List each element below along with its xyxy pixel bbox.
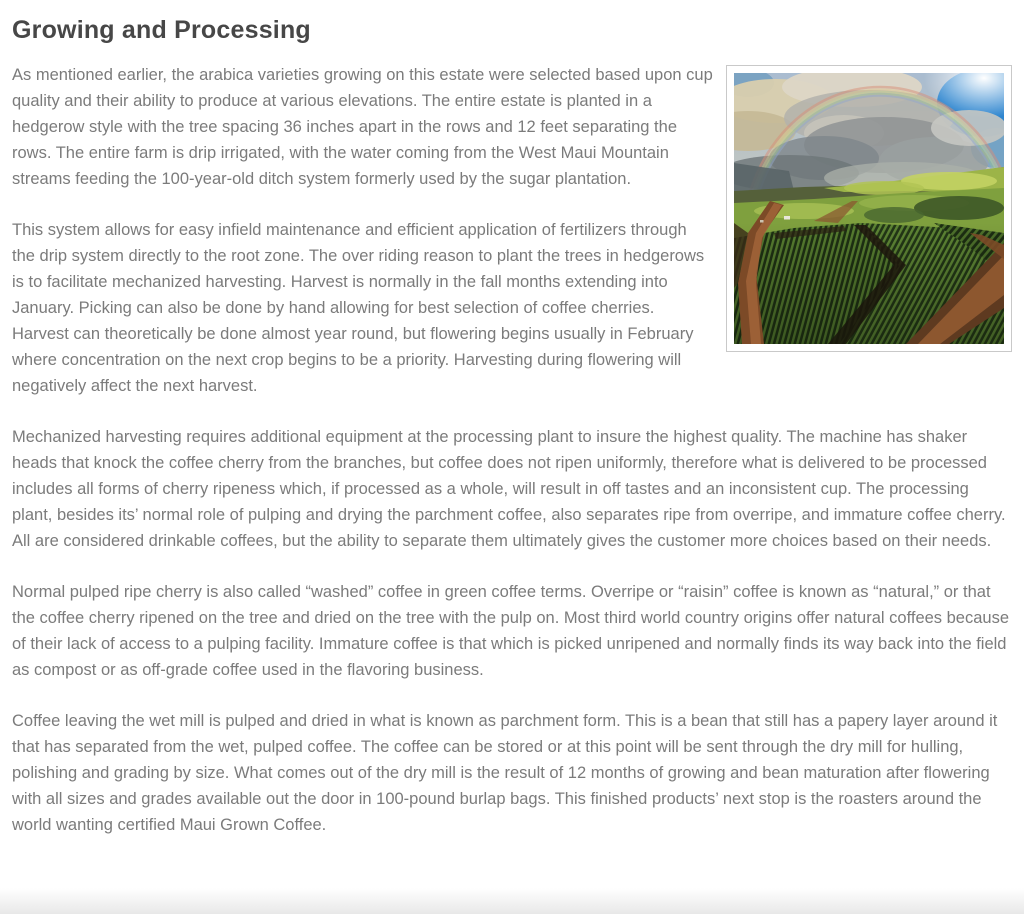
- paragraph-irrigation-harvest: This system allows for easy infield maintenance and efficient application of fertilizers through the drip system directly to the root zone. The over riding reason to plant the trees in hedgerows is to facilitate mechanized harvesting. Harvest is normally in the fall months extending into January. Picking can also be done by hand allowing for best selection of coffee cherries. Harvest can theoretically be done almost year round, but flowering begins usually in February where concentration on the next crop begins to be a priority. Harvesting during flowering will negatively affect the next harvest.: [12, 220, 705, 395]
- paragraph-mechanized-harvesting: Mechanized harvesting requires additional equipment at the processing plant to insure the highest quality. The machine has shaker heads that knock the coffee cherry from the branches, but coffee does not ripen uniformly, therefore what is delivered to be processed includes all forms of cherry ripeness which, if processed as a whole, will result in off tastes and an inconsistent cup. The processing plant, besides its’ normal role of pulping and drying the parchment coffee, also separates ripe from overripe, and immature coffee cherry. All are considered drinkable coffees, but the ability to separate them ultimately gives the customer more choices based on their needs.: [12, 427, 1006, 550]
- paragraph-coffee-types: Normal pulped ripe cherry is also called “washed” coffee in green coffee terms. Overripe or “raisin” coffee is known as “natural,” or that the coffee cherry ripened on the tree and dried on the tree with the pulp on. Most third world country origins offer natural coffees because of their lack of access to a pulping facility. Immature coffee is that which is picked unripened and normally finds its way back into the field as compost or as off-grade coffee used in the flavoring business.: [12, 582, 1010, 679]
- footer-gradient: [0, 888, 1024, 914]
- page-title: Growing and Processing: [12, 16, 311, 44]
- farm-photo-frame: [726, 65, 1012, 352]
- paragraph-estate-planting: As mentioned earlier, the arabica varieties growing on this estate were selected based upon cup quality and their ability to produce at various elevations. The entire estate is planted in a hedgerow style with the tree spacing 36 inches apart in the rows and 12 feet separating the rows. The entire farm is drip irrigated, with the water coming from the West Maui Mountain streams feeding the 100-year-old ditch system formerly used by the sugar plantation.: [12, 65, 713, 188]
- paragraph-wet-dry-mill: Coffee leaving the wet mill is pulped and dried in what is known as parchment form. This is a bean that still has a papery layer around it that has separated from the wet, pulped coffee. The coffee can be stored or at this point will be sent through the dry mill for hulling, polishing and grading by size. What comes out of the dry mill is the result of 12 months of growing and bean maturation after flowering with all sizes and grades available out the door in 100-pound burlap bags. This finished products’ next stop is the roasters around the world wanting certified Maui Grown Coffee.: [12, 711, 998, 834]
- farm-photo: [734, 73, 1004, 344]
